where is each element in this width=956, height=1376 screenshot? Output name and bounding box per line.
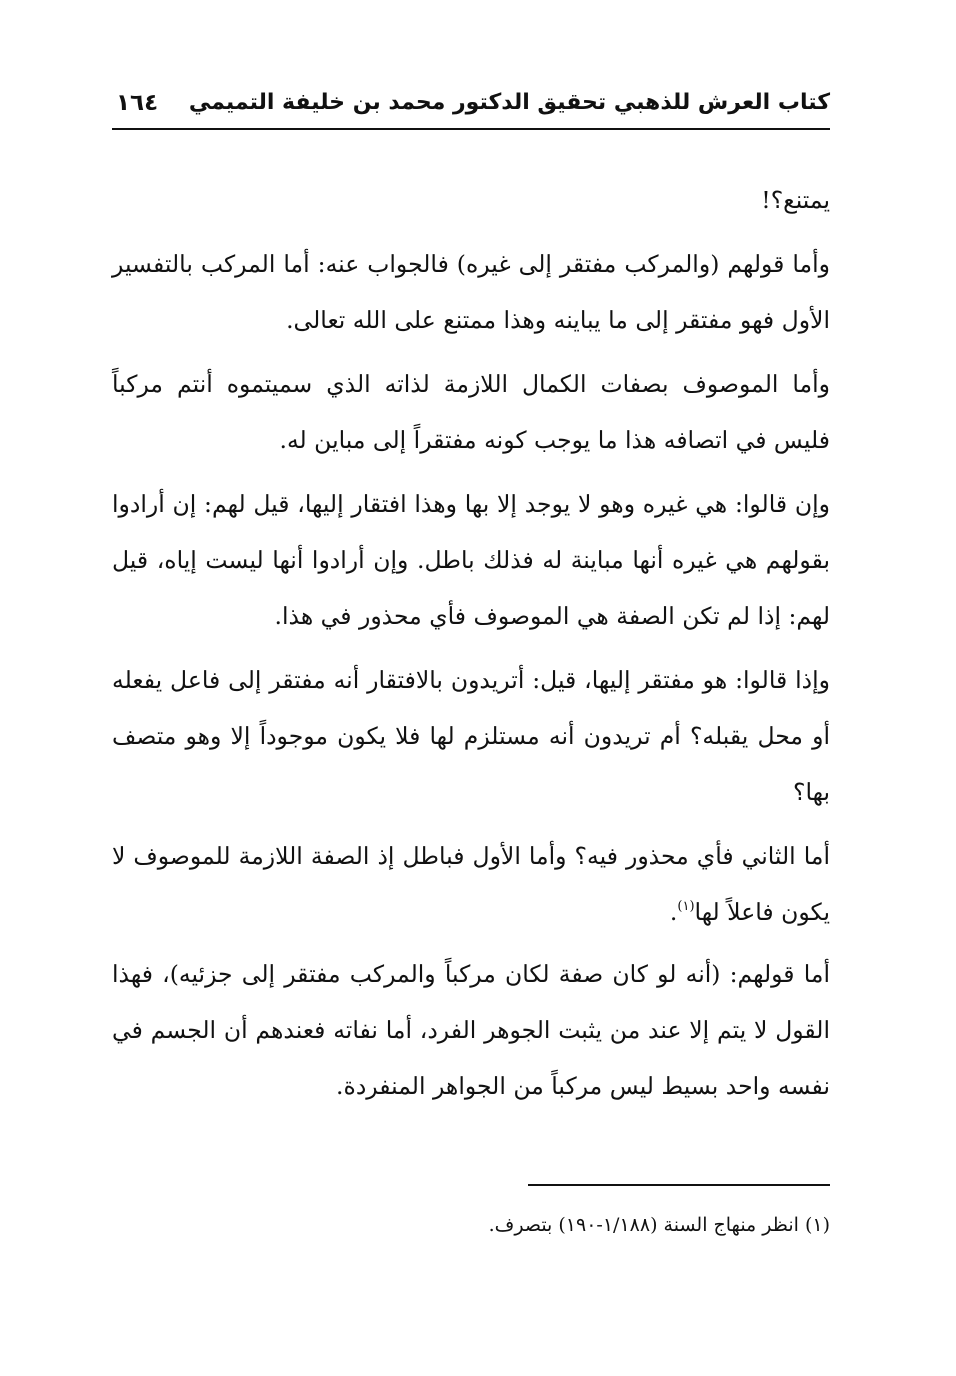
paragraph-6: [112, 828, 830, 940]
paragraph-2: وأما قولهم (والمركب مفتقر إلى غيره) فالجواب عنه: أما المركب بالتفسير الأول فهو مفتقر إلى ما يباينه وهذا ممتنع على الله تعالى.: [112, 250, 830, 334]
body-text: [112, 172, 830, 1122]
paragraph-4: وإن قالوا: هي غيره وهو لا يوجد إلا بها وهذا افتقار إليها، قيل لهم: إن أرادوا بقولهم هي غيره أنها مباينة له فذلك باطل. وإن أرادوا أنها ليست إياه، قيل لهم: إذا لم تكن الصفة هي الموصوف فأي محذور في هذا.: [112, 490, 830, 630]
page-header: [112, 84, 830, 130]
paragraph-6-text: أما الثاني فأي محذور فيه؟ وأما الأول فباطل إذ الصفة اللازمة للموصوف لا يكون فاعلاً لها: [112, 842, 830, 926]
paragraph-6-end: .: [669, 898, 678, 926]
paragraph-5: وإذا قالوا: هو مفتقر إليها، قيل: أتريدون بالافتقار أنه مفتقر إلى فاعل يفعله أو محل يقبله؟ أم تريدون أنه مستلزم لها فلا يكون موجوداً إلا وهو متصف بها؟: [112, 666, 830, 806]
footnote-reference: (١): [677, 899, 695, 914]
paragraph-3: وأما الموصوف بصفات الكمال اللازمة لذاته الذي سميتموه أنتم مركباً فليس في اتصافه هذا ما يوجب كونه مفتقراً إلى مباين له.: [112, 370, 830, 454]
page-number: ١٦٤: [116, 90, 159, 116]
paragraph-7: أما قولهم: (أنه لو كان صفة لكان مركباً والمركب مفتقر إلى جزئيه)، فهذا القول لا يتم إلا عند من يثبت الجوهر الفرد، أما نفاته فعندهم أن الجسم في نفسه واحد بسيط ليس مركباً من الجواهر المنفردة.: [112, 960, 830, 1100]
paragraph-1: يمتنع؟!: [761, 186, 830, 214]
footnote-separator: [528, 1184, 830, 1186]
footnote: (١) انظر منهاج السنة (١/١٨٨-١٩٠) بتصرف.: [488, 1214, 830, 1236]
header-title: كتاب العرش للذهبي تحقيق الدكتور محمد بن خليفة التميمي: [188, 90, 830, 115]
